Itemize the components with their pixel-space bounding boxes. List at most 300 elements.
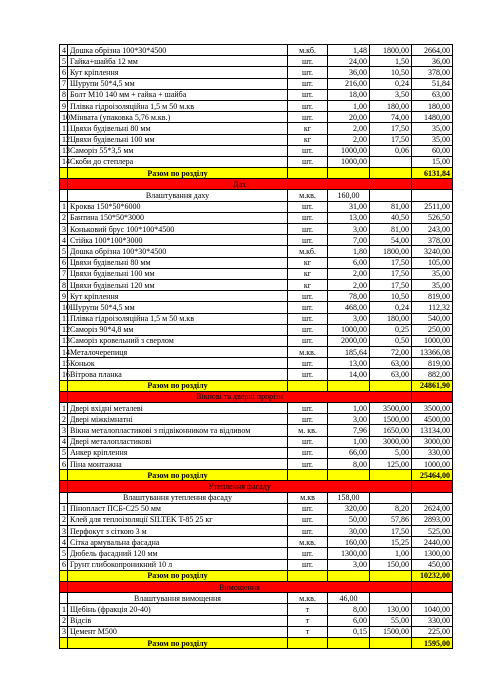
item-unit: шт. [288, 302, 328, 313]
item-unit: шт. [288, 503, 328, 514]
work-unit: м.кв. [288, 593, 328, 604]
item-name: Перфокут з сіткою 3 м [68, 526, 288, 537]
item-name: Плівка гідроізоляційна 1,5 м 50 м.кв [68, 100, 288, 111]
item-quantity: 13,00 [328, 358, 370, 369]
item-unit: шт. [288, 235, 328, 246]
item-name: Кроква 150*50*6000 [68, 201, 288, 212]
item-sum: 450,00 [412, 559, 453, 570]
table-row [60, 257, 453, 268]
item-quantity: 18,00 [328, 89, 370, 100]
item-sum: 3240,00 [412, 246, 453, 257]
row-number: 7 [60, 78, 68, 89]
item-unit: шт. [288, 291, 328, 302]
row-number: 5 [60, 56, 68, 67]
section-empty [412, 582, 453, 593]
item-quantity: 1,00 [328, 100, 370, 111]
item-sum: 2511,00 [412, 201, 453, 212]
total-empty-qty [328, 637, 370, 648]
section-empty [412, 179, 453, 190]
item-price: 63,00 [370, 369, 412, 380]
row-number: 10 [60, 302, 68, 313]
item-price: 0,50 [370, 335, 412, 346]
item-quantity: 7,00 [328, 235, 370, 246]
item-quantity: 50,00 [328, 514, 370, 525]
item-price: 17,50 [370, 134, 412, 145]
item-price: 74,00 [370, 112, 412, 123]
section-spacer [60, 179, 68, 190]
item-name: Коньковий брус 100*100*4500 [68, 224, 288, 235]
section-total-row [60, 570, 453, 581]
row-number: 13 [60, 335, 68, 346]
item-quantity: 24,00 [328, 56, 370, 67]
item-price: 17,50 [370, 279, 412, 290]
row-number: 6 [60, 458, 68, 469]
item-price: 72,00 [370, 347, 412, 358]
item-quantity: 2,00 [328, 123, 370, 134]
item-price: 130,00 [370, 604, 412, 615]
item-quantity: 320,00 [328, 503, 370, 514]
item-sum: 1000,00 [412, 458, 453, 469]
section-title: Вимощення [68, 582, 412, 593]
item-unit: шт. [288, 201, 328, 212]
item-name: Дюбель фасадний 120 мм [68, 548, 288, 559]
section-spacer [60, 391, 68, 402]
total-empty-price [370, 470, 412, 481]
table-row [60, 212, 453, 223]
item-unit: шт. [288, 548, 328, 559]
item-price: 55,00 [370, 615, 412, 626]
section-total-row [60, 380, 453, 391]
table-row [60, 45, 453, 56]
table-row [60, 514, 453, 525]
item-sum: 819,00 [412, 291, 453, 302]
table-row [60, 626, 453, 637]
table-row [60, 414, 453, 425]
item-quantity: 216,00 [328, 78, 370, 89]
item-quantity: 6,00 [328, 257, 370, 268]
item-unit: кг [288, 134, 328, 145]
item-price: 1,00 [370, 548, 412, 559]
item-price: 3000,00 [370, 436, 412, 447]
item-quantity: 78,00 [328, 291, 370, 302]
section-header-row [60, 391, 453, 402]
item-sum: 35,00 [412, 123, 453, 134]
item-quantity: 20,00 [328, 112, 370, 123]
work-description-row [60, 190, 453, 201]
item-unit: кг [288, 257, 328, 268]
item-unit: шт. [288, 559, 328, 570]
table-row [60, 503, 453, 514]
item-name: Кут кріплення [68, 67, 288, 78]
item-sum: 105,00 [412, 257, 453, 268]
item-sum: 3500,00 [412, 403, 453, 414]
row-number: 3 [60, 425, 68, 436]
row-number: 2 [60, 414, 68, 425]
row-number: 3 [60, 526, 68, 537]
section-total-row [60, 168, 453, 179]
intro-spacer [60, 190, 68, 201]
item-name: Шурупи 50*4,5 мм [68, 302, 288, 313]
section-header-row [60, 582, 453, 593]
item-name: Саморіз кровельний з сверлом [68, 335, 288, 346]
row-number: 1 [60, 604, 68, 615]
item-sum: 882,00 [412, 369, 453, 380]
item-price [370, 156, 412, 167]
row-number: 16 [60, 369, 68, 380]
item-price: 180,00 [370, 100, 412, 111]
table-row [60, 403, 453, 414]
item-price: 1650,00 [370, 425, 412, 436]
item-quantity: 468,00 [328, 302, 370, 313]
total-sum: 6131,84 [412, 168, 453, 179]
item-sum: 1480,00 [412, 112, 453, 123]
total-empty-price [370, 637, 412, 648]
item-sum: 35,00 [412, 279, 453, 290]
total-spacer [60, 168, 68, 179]
work-unit: м.кв. [288, 190, 328, 201]
item-name: Гайка+шайба 12 мм [68, 56, 288, 67]
item-unit: шт. [288, 145, 328, 156]
row-number: 4 [60, 537, 68, 548]
item-sum: 60,00 [412, 145, 453, 156]
item-name: Кут кріплення [68, 291, 288, 302]
table-row [60, 425, 453, 436]
row-number: 12 [60, 324, 68, 335]
total-empty-qty [328, 168, 370, 179]
item-unit: м.кб. [288, 45, 328, 56]
row-number: 14 [60, 156, 68, 167]
section-total-row [60, 637, 453, 648]
row-number: 14 [60, 347, 68, 358]
item-quantity: 3,00 [328, 224, 370, 235]
item-sum: 51,84 [412, 78, 453, 89]
item-price: 0,06 [370, 145, 412, 156]
table-row [60, 537, 453, 548]
item-unit: шт. [288, 89, 328, 100]
item-name: Відсів [68, 615, 288, 626]
item-sum: 3000,00 [412, 436, 453, 447]
item-price: 150,00 [370, 559, 412, 570]
item-quantity: 185,64 [328, 347, 370, 358]
section-title: Дах [68, 179, 412, 190]
item-unit: шт. [288, 369, 328, 380]
item-unit: шт. [288, 100, 328, 111]
row-number: 6 [60, 257, 68, 268]
work-description: Влаштування утеплення фасаду [68, 492, 288, 503]
item-unit: шт. [288, 358, 328, 369]
intro-empty-sum [412, 492, 453, 503]
item-quantity: 2000,00 [328, 335, 370, 346]
item-price: 0,25 [370, 324, 412, 335]
item-name: Клей для теплоізоляції SILTEK T-85 25 кг [68, 514, 288, 525]
item-unit: шт. [288, 67, 328, 78]
total-empty-qty [328, 380, 370, 391]
item-name: Цвяхи будівельні 100 мм [68, 134, 288, 145]
row-number: 1 [60, 503, 68, 514]
item-price: 54,00 [370, 235, 412, 246]
item-sum: 180,00 [412, 100, 453, 111]
table-row [60, 279, 453, 290]
item-sum: 15,00 [412, 156, 453, 167]
work-description-row [60, 492, 453, 503]
item-name: Стійка 100*100*3000 [68, 235, 288, 246]
table-row [60, 324, 453, 335]
table-row [60, 347, 453, 358]
item-sum: 2893,00 [412, 514, 453, 525]
row-number: 3 [60, 224, 68, 235]
total-spacer [60, 570, 68, 581]
item-price: 1500,00 [370, 414, 412, 425]
item-unit: т [288, 604, 328, 615]
item-quantity: 1,80 [328, 246, 370, 257]
item-quantity: 3,00 [328, 559, 370, 570]
item-name: Болт М10 140 мм + гайка + шайба [68, 89, 288, 100]
item-unit: шт. [288, 403, 328, 414]
item-unit: шт. [288, 335, 328, 346]
item-price: 10,50 [370, 67, 412, 78]
table-row [60, 436, 453, 447]
row-number: 5 [60, 246, 68, 257]
row-number: 4 [60, 45, 68, 56]
section-header-row [60, 481, 453, 492]
total-label: Разом по розділу [68, 380, 288, 391]
row-number: 15 [60, 358, 68, 369]
intro-empty-sum [412, 593, 453, 604]
work-description-row [60, 593, 453, 604]
item-name: Цвяхи будівельні 120 мм [68, 279, 288, 290]
item-quantity: 160,00 [328, 537, 370, 548]
item-name: Двері металопластикові [68, 436, 288, 447]
item-price: 0,24 [370, 78, 412, 89]
item-sum: 225,00 [412, 626, 453, 637]
row-number: 7 [60, 268, 68, 279]
intro-spacer [60, 492, 68, 503]
item-sum: 819,00 [412, 358, 453, 369]
table-row [60, 201, 453, 212]
item-name: Двері міжкімнатні [68, 414, 288, 425]
item-quantity: 3,00 [328, 414, 370, 425]
item-quantity: 1,00 [328, 436, 370, 447]
item-sum: 112,32 [412, 302, 453, 313]
item-quantity: 30,00 [328, 526, 370, 537]
table-row [60, 291, 453, 302]
item-unit: шт. [288, 224, 328, 235]
item-sum: 4500,00 [412, 414, 453, 425]
intro-empty-sum [412, 190, 453, 201]
total-empty-unit [288, 570, 328, 581]
item-price: 17,50 [370, 257, 412, 268]
total-label: Разом по розділу [68, 570, 288, 581]
item-name: Плівка гідроізоляційна 1,5 м 50 м.кв [68, 313, 288, 324]
item-name: Коньок [68, 358, 288, 369]
section-title: Вікнові та дверні прорізи [68, 391, 412, 402]
item-name: Цемент М500 [68, 626, 288, 637]
table-row [60, 604, 453, 615]
item-sum: 1000,00 [412, 335, 453, 346]
table-row [60, 123, 453, 134]
row-number: 2 [60, 615, 68, 626]
item-sum: 243,00 [412, 224, 453, 235]
item-sum: 330,00 [412, 447, 453, 458]
section-spacer [60, 582, 68, 593]
table-row [60, 313, 453, 324]
item-price: 180,00 [370, 313, 412, 324]
item-sum: 540,00 [412, 313, 453, 324]
section-spacer [60, 481, 68, 492]
item-name: Мінвата (упаковка 5,76 м.кв.) [68, 112, 288, 123]
item-price: 10,50 [370, 291, 412, 302]
work-quantity: 160,00 [328, 190, 370, 201]
item-quantity: 0,15 [328, 626, 370, 637]
item-quantity: 66,00 [328, 447, 370, 458]
item-sum: 525,00 [412, 526, 453, 537]
work-unit: м.кв [288, 492, 328, 503]
row-number: 9 [60, 100, 68, 111]
total-empty-qty [328, 570, 370, 581]
item-name: Саморіз 90*4,8 мм [68, 324, 288, 335]
intro-empty-price [370, 190, 412, 201]
total-empty-unit [288, 470, 328, 481]
item-quantity: 1,48 [328, 45, 370, 56]
item-quantity: 1000,00 [328, 324, 370, 335]
item-price: 17,50 [370, 526, 412, 537]
total-spacer [60, 380, 68, 391]
item-unit: шт. [288, 313, 328, 324]
total-empty-qty [328, 470, 370, 481]
estimate-table [59, 44, 453, 649]
item-unit: шт. [288, 526, 328, 537]
total-sum: 10232,00 [412, 570, 453, 581]
item-quantity: 3,00 [328, 313, 370, 324]
item-price: 0,24 [370, 302, 412, 313]
item-sum: 1300,00 [412, 548, 453, 559]
item-sum: 526,50 [412, 212, 453, 223]
item-unit: м.кв. [288, 537, 328, 548]
item-name: Вітрова планка [68, 369, 288, 380]
item-quantity: 1,00 [328, 403, 370, 414]
item-name: Сітка армувальна фасадна [68, 537, 288, 548]
item-unit: шт. [288, 458, 328, 469]
table-row [60, 358, 453, 369]
item-name: Цвяхи будівельні 100 мм [68, 268, 288, 279]
section-empty [412, 391, 453, 402]
item-quantity: 36,00 [328, 67, 370, 78]
item-name: Скоби до степлера [68, 156, 288, 167]
item-price: 15,25 [370, 537, 412, 548]
item-unit: шт. [288, 514, 328, 525]
item-name: Двері вхідні металеві [68, 403, 288, 414]
table-row [60, 112, 453, 123]
total-empty-unit [288, 637, 328, 648]
item-unit: шт. [288, 78, 328, 89]
row-number: 12 [60, 134, 68, 145]
item-sum: 250,00 [412, 324, 453, 335]
item-unit: м.кв. [288, 347, 328, 358]
table-row [60, 67, 453, 78]
item-unit: шт. [288, 112, 328, 123]
row-number: 4 [60, 436, 68, 447]
item-unit: кг [288, 123, 328, 134]
row-number: 8 [60, 89, 68, 100]
total-sum: 24861,90 [412, 380, 453, 391]
row-number: 1 [60, 403, 68, 414]
work-quantity: 158,00 [328, 492, 370, 503]
table-row [60, 89, 453, 100]
item-price: 3,50 [370, 89, 412, 100]
item-name: Анкер кріплення [68, 447, 288, 458]
item-price: 5,00 [370, 447, 412, 458]
item-quantity: 8,00 [328, 604, 370, 615]
work-description: Влаштування даху [68, 190, 288, 201]
item-price: 17,50 [370, 268, 412, 279]
table-row [60, 134, 453, 145]
row-number: 10 [60, 112, 68, 123]
total-spacer [60, 470, 68, 481]
item-name: Піна монтажна [68, 458, 288, 469]
total-empty-unit [288, 168, 328, 179]
row-number: 6 [60, 67, 68, 78]
table-row [60, 100, 453, 111]
table-row [60, 224, 453, 235]
table-row [60, 559, 453, 570]
item-sum: 1040,00 [412, 604, 453, 615]
table-row [60, 235, 453, 246]
item-unit: кг [288, 279, 328, 290]
item-quantity: 13,00 [328, 212, 370, 223]
item-price: 1500,00 [370, 626, 412, 637]
row-number: 4 [60, 235, 68, 246]
item-sum: 2440,00 [412, 537, 453, 548]
item-quantity: 31,00 [328, 201, 370, 212]
item-name: Металочерепиця [68, 347, 288, 358]
item-unit: шт. [288, 212, 328, 223]
item-quantity: 8,00 [328, 458, 370, 469]
item-quantity: 1000,00 [328, 145, 370, 156]
item-price: 1,50 [370, 56, 412, 67]
item-name: Вікна металопластикові з підвіконником та відливом [68, 425, 288, 436]
work-description: Влаштування вимощення [68, 593, 288, 604]
item-price: 57,86 [370, 514, 412, 525]
row-number: 8 [60, 279, 68, 290]
item-quantity: 1300,00 [328, 548, 370, 559]
item-price: 17,50 [370, 123, 412, 134]
item-unit: шт. [288, 436, 328, 447]
total-label: Разом по розділу [68, 637, 288, 648]
section-header-row [60, 179, 453, 190]
item-quantity: 2,00 [328, 268, 370, 279]
table-row [60, 145, 453, 156]
table-row [60, 335, 453, 346]
table-row [60, 526, 453, 537]
item-sum: 13134,00 [412, 425, 453, 436]
item-price: 8,20 [370, 503, 412, 514]
item-quantity: 2,00 [328, 279, 370, 290]
item-sum: 2624,00 [412, 503, 453, 514]
table-row [60, 268, 453, 279]
item-price: 1800,00 [370, 45, 412, 56]
table-row [60, 56, 453, 67]
total-sum: 25464,00 [412, 470, 453, 481]
item-sum: 63,00 [412, 89, 453, 100]
section-title: Утеплення фасаду [68, 481, 412, 492]
total-label: Разом по розділу [68, 470, 288, 481]
item-name: Щебінь (фракція 20-40) [68, 604, 288, 615]
section-total-row [60, 470, 453, 481]
item-unit: шт. [288, 414, 328, 425]
work-quantity: 46,00 [328, 593, 370, 604]
total-spacer [60, 637, 68, 648]
total-empty-price [370, 380, 412, 391]
